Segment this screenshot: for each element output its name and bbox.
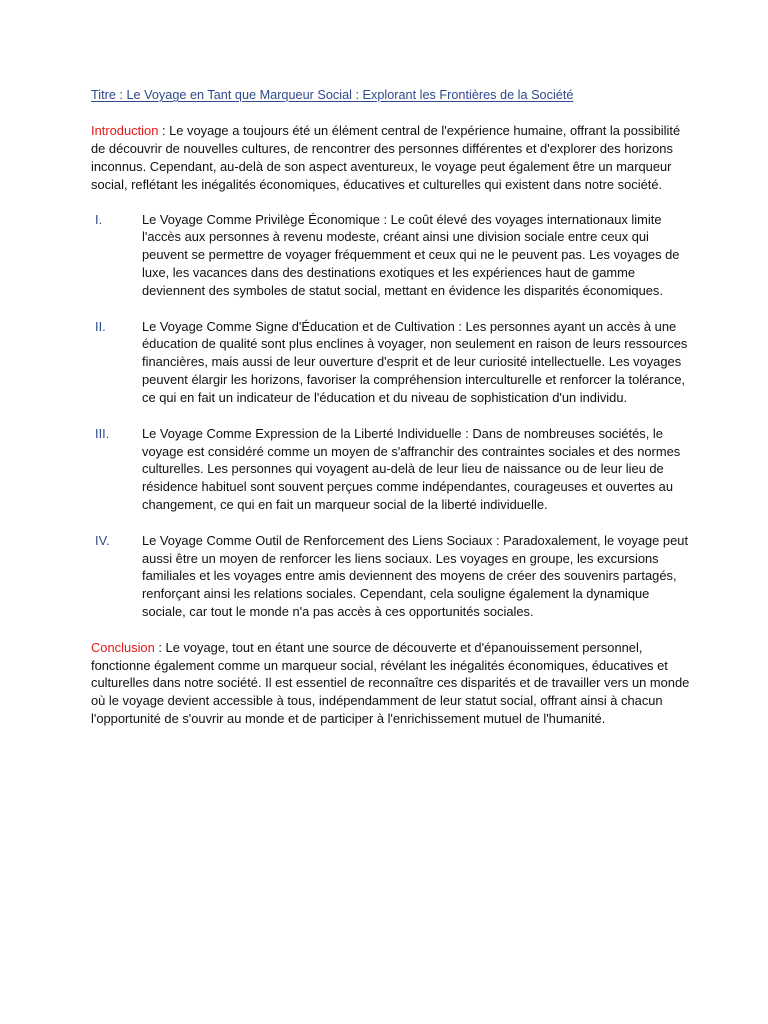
introduction-paragraph	[91, 122, 691, 194]
section-numeral: II.	[95, 318, 106, 334]
section-text: Le Voyage Comme Signe d'Éducation et de Cultivation : Les personnes ayant un accès à une éducation de qualité sont plus enclines à voyager, non seulement en raison de leurs ressources financières, mais aussi de leur ouverture d'esprit et de leur curiosité intellectuelle. Les voyages peuvent élargir les horizons, favoriser la compréhension interculturelle et renforcer la tolérance, ce qui en fait un indicateur de l'éducation et du niveau de sophistication d'un individu.	[142, 318, 688, 406]
section-numeral: I.	[95, 211, 103, 227]
introduction-label: Introduction	[91, 122, 159, 138]
conclusion-text: : Le voyage, tout en étant une source de découverte et d'épanouissement personnel, fonctionne également comme un marqueur social, révélant les inégalités économiques, éducatives et culturelles dans notre société. Il est essentiel de reconnaître ces disparités et de travailler vers un monde où le voyage devient accessible à tous, indépendamment de leur statut social, offrant ainsi à chacun l'opportunité de s'ouvrir au monde et de participer à l'enrichissement mutuel de l'humanité.	[91, 639, 690, 727]
section-numeral: IV.	[95, 532, 110, 548]
section-text: Le Voyage Comme Privilège Économique : Le coût élevé des voyages internationaux limite l'accès aux personnes à revenu modeste, créant ainsi une division sociale entre ceux qui peuvent se permettre de voyager fréquemment et ceux qui ne le peuvent pas. Les voyages de luxe, les vacances dans des destinations exotiques et les expériences haut de gamme deviennent des symboles de statut social, mettant en évidence les disparités économiques.	[142, 211, 680, 299]
list-item	[91, 318, 691, 408]
conclusion-label: Conclusion	[91, 639, 155, 655]
section-text: Le Voyage Comme Outil de Renforcement des Liens Sociaux : Paradoxalement, le voyage peut aussi être un moyen de renforcer les liens sociaux. Les voyages en groupe, les excursions familiales et les voyages entre amis deviennent des moyens de créer des souvenirs partagés, renforçant ainsi les relations sociales. Cependant, cela souligne également la dynamique sociale, car tout le monde n'a pas accès à ces opportunités sociales.	[142, 532, 689, 620]
section-numeral: III.	[95, 425, 110, 441]
document-page	[91, 87, 691, 728]
list-item	[91, 425, 691, 515]
conclusion-paragraph	[91, 639, 691, 729]
section-text: Le Voyage Comme Expression de la Liberté Individuelle : Dans de nombreuses sociétés, le voyage est considéré comme un moyen de s'affranchir des contraintes sociales et des normes culturelles. Les personnes qui voyagent au-delà de leur lieu de naissance ou de leur lieu de résidence habituel sont souvent perçues comme indépendantes, courageuses et ouvertes au changement, ce qui en fait un marqueur social de la liberté individuelle.	[142, 425, 681, 513]
section-list	[91, 211, 691, 622]
list-item	[91, 211, 691, 301]
list-item	[91, 532, 691, 622]
introduction-text: : Le voyage a toujours été un élément central de l'expérience humaine, offrant la possibilité de découvrir de nouvelles cultures, de rencontrer des personnes différentes et d'explorer des horizons inconnus. Cependant, au-delà de son aspect aventureux, le voyage peut également être un marqueur social, reflétant les inégalités économiques, éducatives et culturelles qui existent dans notre société.	[91, 122, 681, 192]
document-title: Titre : Le Voyage en Tant que Marqueur Social : Explorant les Frontières de la Société	[91, 88, 574, 102]
